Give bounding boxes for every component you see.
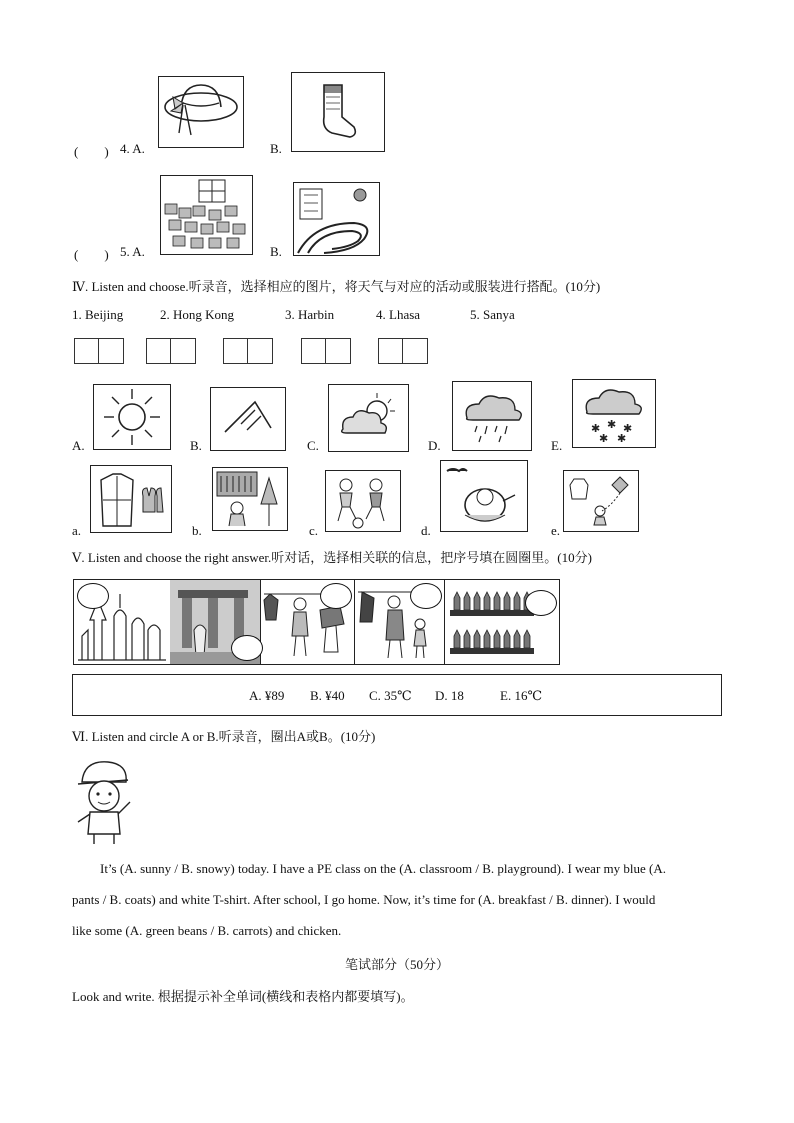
weather-label-c: C. [307,438,319,453]
coat-mittens-icon [90,465,172,533]
svg-text:✱: ✱ [623,422,633,435]
options-box [72,674,722,716]
answer-box-1[interactable] [74,338,124,364]
passage-line-3: like some (A. green beans / B. carrots) and chicken. [72,923,342,938]
racetrack-icon [293,182,380,256]
section-4-title: Ⅳ. Listen and choose.听录音，选择相应的图片，将天气与对应的活动或服装进行搭配。(10分) [72,279,601,294]
section-5-title: Ⅴ. Listen and choose the right answer.听对话，选择相关联的信息，把序号填在圆圈里。(10分) [72,550,592,565]
weather-label-d: D. [428,438,441,453]
kite-icon [563,470,639,532]
sock-icon [291,72,385,152]
answer-circle-1[interactable] [77,583,109,609]
option-b: B. ¥40 [310,688,345,703]
activity-label-e: e. [551,523,561,538]
q4-paren: ( ) [74,144,109,159]
football-icon [325,470,401,532]
boy-icon [74,756,136,846]
cloudy-sun-icon [328,384,409,452]
option-a: A. ¥89 [249,688,285,703]
option-d: D. 18 [435,688,464,703]
city-hongkong: 2. Hong Kong [160,307,235,322]
q4-number: 4. A. [120,141,145,156]
option-c: C. 35℃ [369,688,412,703]
swimming-icon [440,460,528,532]
answer-circle-5[interactable] [525,590,557,616]
weather-label-e: E. [551,438,563,453]
svg-text:✱: ✱ [607,418,617,431]
snowy-icon [572,379,656,448]
answer-circle-3[interactable] [320,583,352,609]
answer-box-4[interactable] [301,338,351,364]
written-part-title: 笔试部分（50分） [344,957,449,972]
svg-text:✱: ✱ [617,432,627,445]
weather-label-a: A. [72,438,85,453]
written-instruction: Look and write. 根据提示补全单词(横线和表格内都要填写)。 [72,989,414,1004]
answer-circle-2[interactable] [231,635,263,661]
rainy-icon [452,381,532,451]
picture-strip [73,579,560,665]
city-harbin: 3. Harbin [285,307,335,322]
passage-line-2: pants / B. coats) and white T-shirt. After school, I go home. Now, it’s time for (A. breakfast / B. dinner). I would [72,892,656,907]
sunny-icon [93,384,171,450]
answer-circle-4[interactable] [410,583,442,609]
windy-icon [210,387,286,451]
svg-text:✱: ✱ [591,422,601,435]
answer-box-5[interactable] [378,338,428,364]
crowd-houses-icon [160,175,253,255]
q5-b-label: B. [270,244,282,259]
option-e: E. 16℃ [500,688,542,703]
activity-label-b: b. [192,523,202,538]
q4-b-label: B. [270,141,282,156]
activity-label-d: d. [421,523,431,538]
q5-number: 5. A. [120,244,145,259]
city-sanya: 5. Sanya [470,307,515,322]
weather-label-b: B. [190,438,202,453]
svg-text:✱: ✱ [599,432,609,445]
section-6-title: Ⅵ. Listen and circle A or B.听录音，圈出A或B。(10分) [72,729,376,744]
q5-paren: ( ) [74,247,109,262]
answer-box-3[interactable] [223,338,273,364]
hat-icon [158,76,244,148]
activity-label-a: a. [72,523,82,538]
reading-icon [212,467,288,531]
passage-line-1: It’s (A. sunny / B. snowy) today. I have a PE class on the (A. classroom / B. playground). I wear my blue (A. [100,861,666,876]
activity-label-c: c. [309,523,319,538]
city-beijing: 1. Beijing [72,307,124,322]
answer-box-2[interactable] [146,338,196,364]
city-lhasa: 4. Lhasa [376,307,421,322]
